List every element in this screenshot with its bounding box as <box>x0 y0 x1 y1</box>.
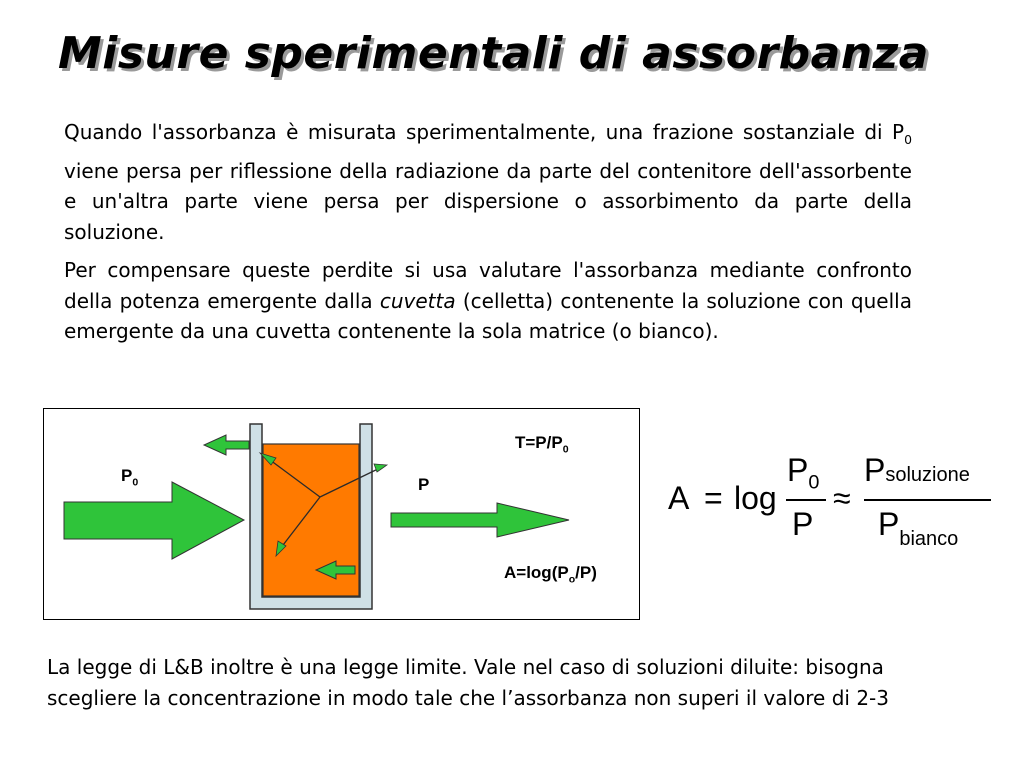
num2-main: P <box>864 452 886 488</box>
t-formula-sub: 0 <box>562 443 569 456</box>
paragraph-reflection-losses <box>64 117 912 247</box>
cuvette-diagram <box>43 408 640 620</box>
den2-main: P <box>878 506 900 542</box>
formula-den1: P <box>792 506 814 542</box>
num1-sub: 0 <box>808 471 820 494</box>
paragraph-compensation <box>64 255 912 347</box>
formula-approx: ≈ <box>833 480 851 516</box>
absorbance-equation <box>668 452 998 562</box>
p2-text-b: (celletta) contenente la soluzione con quella emergente da una cuvetta contenente la sola matrice (o bianco). <box>64 288 912 343</box>
p2-cuvetta-term: cuvetta <box>379 288 456 313</box>
transmittance-formula <box>515 433 569 455</box>
num1-main: P <box>787 452 809 488</box>
p1-text-b: viene persa per riflessione della radiazione da parte del contenitore dell'assorbente e un'altra parte viene persa per dispersione o assorbimento da parte della soluzione. <box>64 158 912 244</box>
fraction-bar-2 <box>864 499 991 501</box>
formula-equals: = <box>704 480 723 516</box>
absorbance-formula-small <box>504 563 597 585</box>
footer-note: La legge di L&B inoltre è una legge limite. Vale nel caso di soluzioni diluite: bisogna scegliere la concentrazione in modo tale che l’assorbanza non superi il valore di 2-3 <box>47 655 889 710</box>
scatter-arrowhead-2 <box>374 464 387 472</box>
formula-num1 <box>787 452 819 494</box>
p1-text-a: Quando l'assorbanza è misurata sperimentalmente, una frazione sostanziale di P <box>64 120 905 144</box>
a-formula-a: A=log(P <box>504 563 569 582</box>
a-formula-b: /P) <box>575 563 597 582</box>
formula-den2 <box>878 506 959 550</box>
fraction-bar-1 <box>786 499 826 501</box>
transmitted-beam-arrow <box>391 503 569 537</box>
p1-subscript: 0 <box>904 132 912 147</box>
num2-sub: soluzione <box>885 464 970 486</box>
p0-label-main: P <box>121 466 133 485</box>
p2-text-a: Per compensare queste perdite si usa valutare l'assorbanza mediante confronto della potenza emergente dalla <box>64 258 912 313</box>
incident-beam-arrow <box>64 482 244 559</box>
den2-sub: bianco <box>899 528 959 550</box>
p0-label <box>121 466 138 488</box>
reflection-arrow <box>204 435 249 455</box>
t-formula-main: T=P/P <box>515 433 563 452</box>
p-label: P <box>418 475 430 494</box>
page-title: Misure sperimentali di assorbanza <box>58 28 929 79</box>
formula-log: log <box>734 480 777 516</box>
a-formula-sub: o <box>568 573 576 586</box>
formula-num2 <box>864 452 970 489</box>
p0-label-sub: 0 <box>132 476 139 489</box>
formula-lhs: A <box>668 480 690 516</box>
